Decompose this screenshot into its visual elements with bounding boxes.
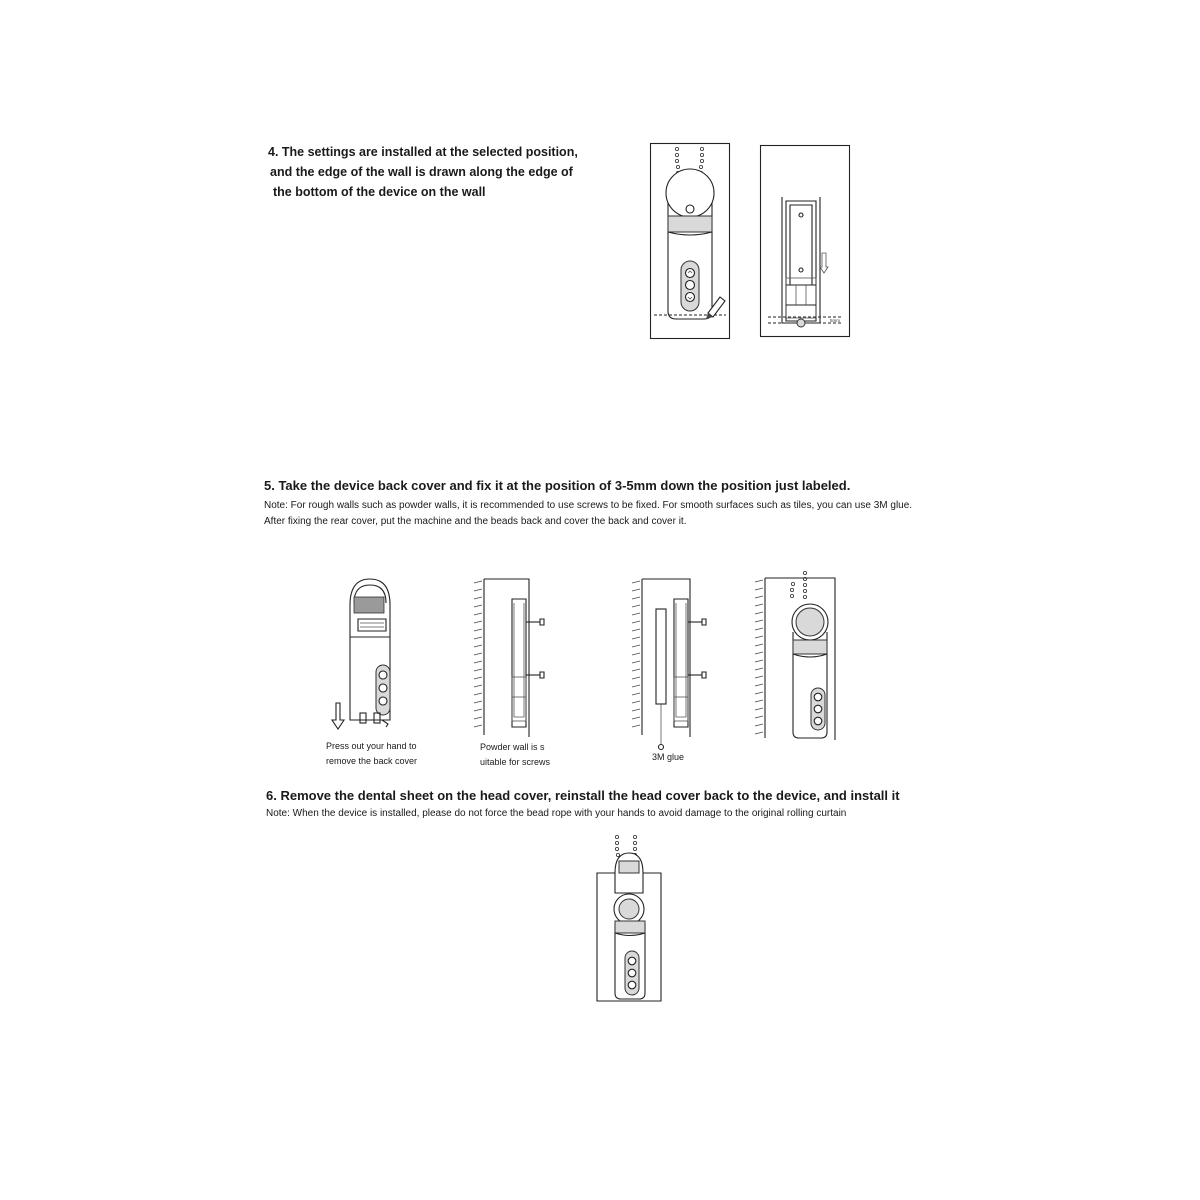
step4-line-3: the bottom of the device on the wall	[273, 185, 486, 199]
step6-note: Note: When the device is installed, please do not force the bead rope with your hands to avoid damage to the original rolling curtain	[266, 808, 847, 819]
step4-line-2: and the edge of the wall is drawn along the edge of	[270, 165, 573, 179]
step5-figure-remove-back-cover	[330, 575, 410, 735]
step5-note-line-2: After fixing the rear cover, put the machine and the beads back and cover the back and cover it.	[264, 516, 687, 527]
step4-figure-device-marking	[650, 143, 730, 339]
step6-figure-reinstall-head-cover	[595, 833, 675, 1003]
caption-3m-glue: 3M glue	[652, 752, 685, 762]
step5-note	[264, 498, 912, 530]
step5-note-line-1: Note: For rough walls such as powder walls, it is recommended to use screws to be fixed. For smooth surfaces such as tiles, you can use 3M glue.	[264, 500, 913, 511]
caption-press-out-line-1: Press out your hand to	[326, 741, 417, 751]
caption-press-out-line-2: remove the back cover	[326, 756, 418, 766]
measure-5mm-label: 5mm	[830, 318, 840, 323]
step4-instructions	[268, 142, 588, 202]
step4-line-1: 4. The settings are installed at the selected position,	[268, 145, 578, 159]
caption-powder-wall-line-2: uitable for screws	[480, 757, 551, 767]
step5-figure-3m-glue	[632, 577, 712, 753]
caption-powder-wall-line-1: Powder wall is s	[480, 742, 545, 752]
caption-powder-wall	[480, 740, 550, 770]
step5-figure-installed-device	[755, 570, 835, 742]
step5-figure-powder-wall-screws	[474, 577, 554, 737]
step4-figure-back-cover-offset	[760, 145, 850, 337]
step6-heading: 6. Remove the dental sheet on the head cover, reinstall the head cover back to the device, and install it	[266, 788, 900, 803]
caption-press-out	[326, 739, 417, 769]
step5-heading: 5. Take the device back cover and fix it at the position of 3-5mm down the position just labeled.	[264, 478, 851, 493]
